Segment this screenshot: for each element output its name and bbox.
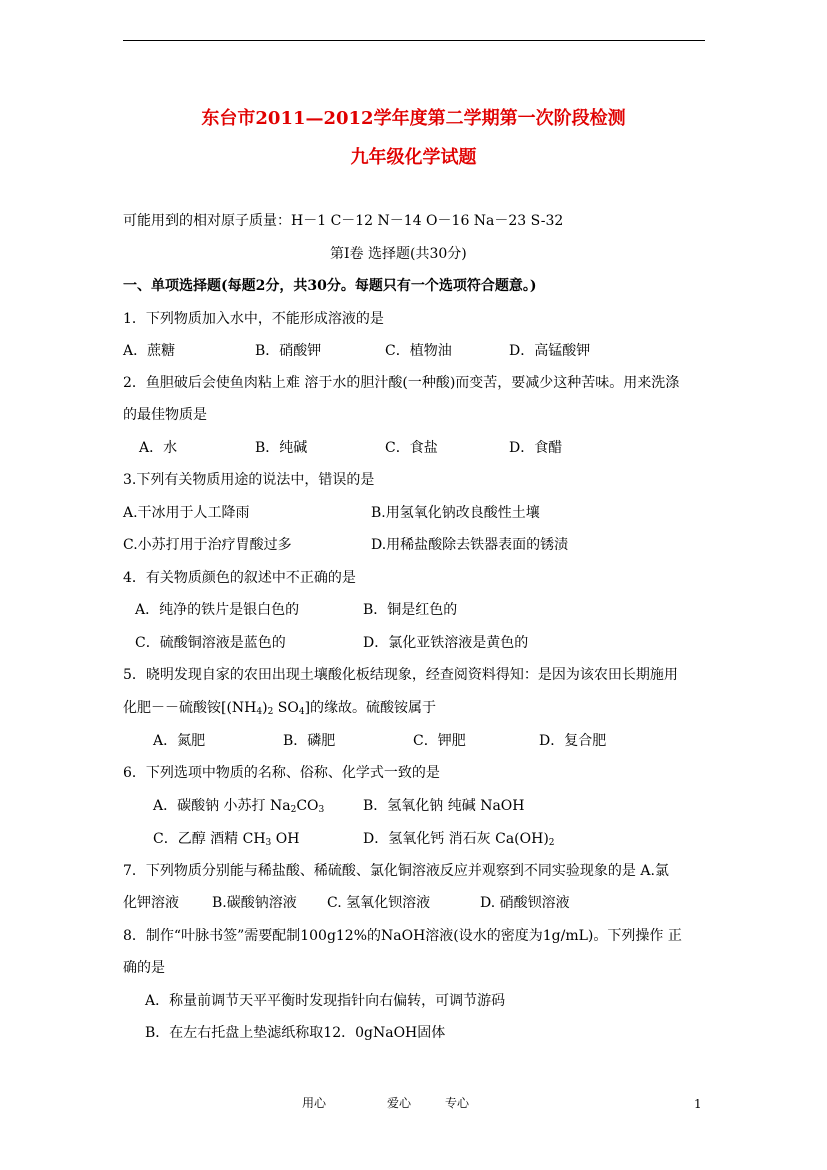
section-heading: 第Ⅰ卷 选择题(共30分) [330, 246, 467, 262]
q5-text: ) [262, 700, 268, 716]
option-d: D．食醋 [509, 440, 563, 456]
q6-a-text: A．碳酸钠 小苏打 Na [153, 798, 291, 814]
option-c: C．硫酸铜溶液是蓝色的 [135, 635, 286, 651]
option-c: C.小苏打用于治疗胃酸过多 [123, 537, 292, 553]
exam-subtitle: 九年级化学试题 [350, 147, 477, 168]
question-3-stem: 3.下列有关物质用途的说法中，错误的是 [123, 472, 375, 488]
question-8-option-b: B．在左右托盘上垫滤纸称取12．0gNaOH固体 [145, 1025, 446, 1041]
option-b: B．铜是红色的 [363, 602, 458, 618]
q5-subscript: 4 [298, 707, 305, 717]
footer-word-1: 用心 [302, 1096, 327, 1110]
question-8-stem-line1: 8．制作“叶脉书签”需要配制100g12%的NaOH溶液(设水的密度为1g/mL)。下列操作 正 [123, 928, 682, 944]
q6-a-subscript: 2 [290, 805, 297, 815]
option-b: B．纯碱 [255, 440, 308, 456]
q6-c-subscript: 3 [265, 838, 272, 848]
option-a-continued: 化钾溶液 [123, 895, 179, 911]
q5-text: SO [273, 700, 299, 716]
q5-subscript: 4 [256, 707, 263, 717]
option-a: A．纯净的铁片是银白色的 [135, 602, 300, 618]
q6-d-text: D．氢氧化钙 消石灰 Ca(OH) [363, 831, 549, 847]
question-5-stem-line2 [123, 699, 436, 721]
question-1-stem: 1．下列物质加入水中，不能形成溶液的是 [123, 311, 384, 327]
option-b: B.碳酸钠溶液 [212, 895, 297, 911]
option-c: C．钾肥 [413, 733, 466, 749]
page-number: 1 [694, 1097, 702, 1111]
option-c: C．植物油 [385, 343, 452, 359]
option-c: C. 氢氧化钡溶液 [327, 895, 431, 911]
q5-text: 化肥－－硫酸铵[(NH [123, 700, 257, 716]
option-b: B.用氢氧化钠改良酸性土壤 [371, 505, 540, 521]
option-d: D. 硝酸钡溶液 [480, 895, 570, 911]
option-a: A.干冰用于人工降雨 [123, 505, 250, 521]
option-a: A．蔗糖 [123, 343, 176, 359]
option-d: D.用稀盐酸除去铁器表面的锈渍 [371, 537, 569, 553]
part-one-heading: 一、单项选择题(每题2分，共30分。每题只有一个选项符合题意。) [123, 278, 537, 294]
option-c [153, 830, 299, 852]
question-5-stem-line1: 5．晓明发现自家的农田出现土壤酸化板结现象，经查阅资料得知：是因为该农田长期施用 [123, 667, 678, 683]
option-d: D．高锰酸钾 [509, 343, 591, 359]
question-8-option-a: A．称量前调节天平平衡时发现指针向右偏转，可调节游码 [145, 993, 506, 1009]
q6-c-text: C．乙醇 酒精 CH [153, 831, 266, 847]
question-7-stem-line1: 7．下列物质分别能与稀盐酸、稀硫酸、氯化铜溶液反应并观察到不同实验现象的是 A.氯 [123, 863, 669, 879]
option-c: C．食盐 [385, 440, 438, 456]
option-a [153, 797, 324, 819]
footer-word-3: 专心 [445, 1096, 470, 1110]
question-6-stem: 6．下列选项中物质的名称、俗称、化学式一致的是 [123, 765, 440, 781]
q6-d-subscript: 2 [548, 838, 555, 848]
option-b: B．氢氧化钠 纯碱 NaOH [363, 798, 525, 814]
header-rule [123, 40, 705, 41]
option-a: A．水 [139, 440, 178, 456]
option-d [363, 830, 555, 852]
q6-a-subscript: 3 [318, 805, 325, 815]
option-a: A．氮肥 [153, 733, 206, 749]
q6-a-text: CO [296, 798, 319, 814]
q6-c-text: OH [271, 831, 300, 847]
atomic-masses: 可能用到的相对原子质量：H－1 C－12 N－14 O－16 Na－23 S-32 [123, 213, 564, 229]
q5-subscript: 2 [267, 707, 274, 717]
option-d: D．复合肥 [539, 733, 607, 749]
question-2-stem-line1: 2．鱼胆破后会使鱼肉粘上难 溶于水的胆汁酸(一种酸)而变苦，要减少这种苦味。用来洗涤 [123, 375, 680, 391]
option-b: B．硝酸钾 [255, 343, 322, 359]
footer-word-2: 爱心 [387, 1096, 412, 1110]
q5-text: ]的缘故。硫酸铵属于 [304, 700, 437, 716]
question-8-stem-line2: 确的是 [123, 960, 165, 976]
option-b: B．磷肥 [283, 733, 336, 749]
exam-title: 东台市2011—2012学年度第二学期第一次阶段检测 [201, 108, 626, 129]
question-4-stem: 4．有关物质颜色的叙述中不正确的是 [123, 570, 356, 586]
question-2-stem-line2: 的最佳物质是 [123, 407, 207, 423]
option-d: D．氯化亚铁溶液是黄色的 [363, 635, 529, 651]
